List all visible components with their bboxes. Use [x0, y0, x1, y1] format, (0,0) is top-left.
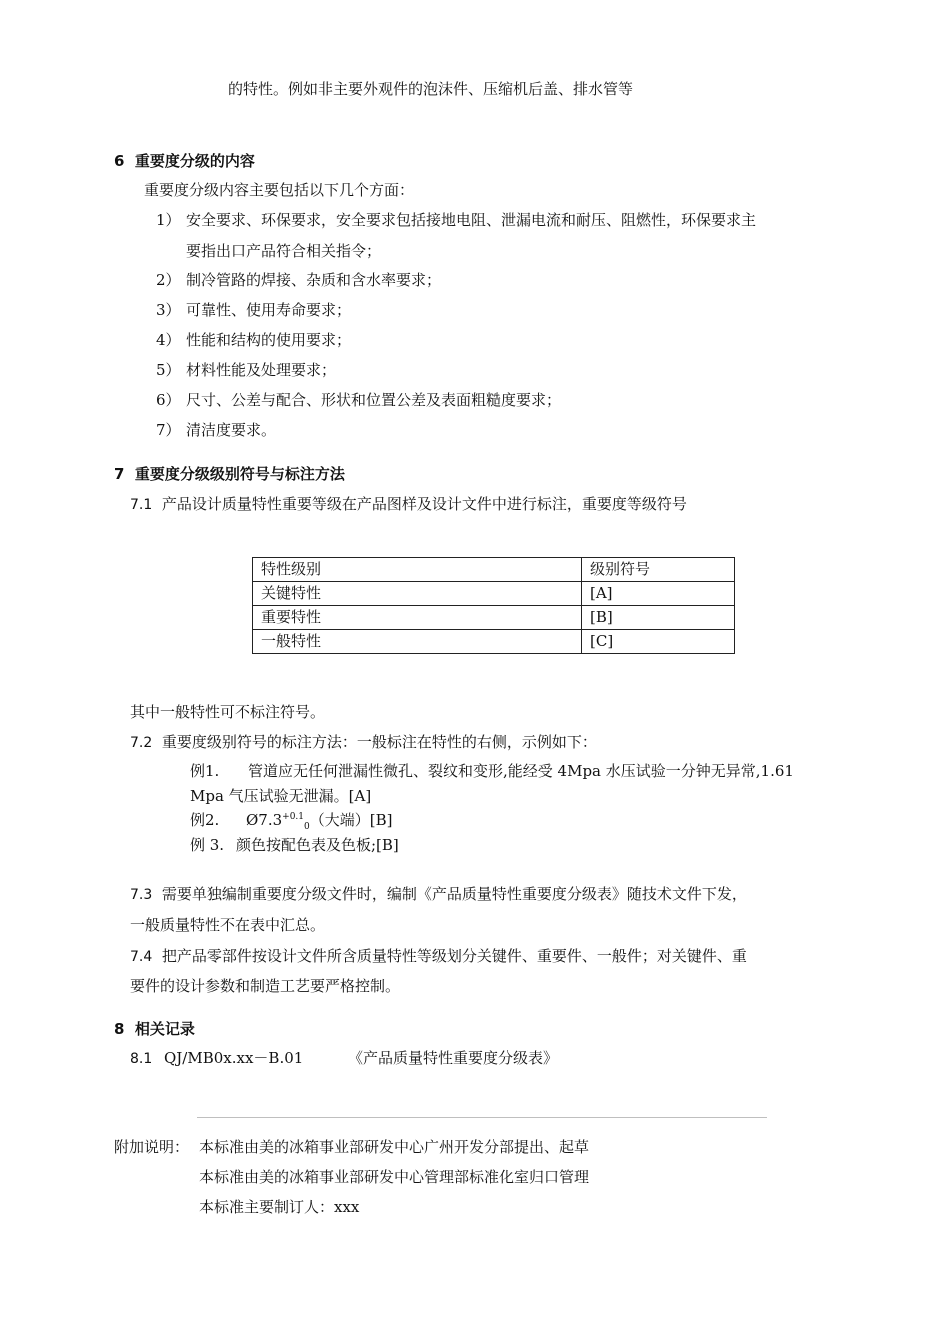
- example-3-label: 例 3.: [190, 836, 225, 854]
- list-item-continuation: 要指出口产品符合相关指令；: [186, 242, 382, 260]
- table-header-cell: 特性级别: [253, 558, 582, 582]
- footer-line-1: 本标准由美的冰箱事业部研发中心广州开发分部提出、起草: [199, 1138, 590, 1156]
- table-cell: 关键特性: [253, 582, 582, 606]
- table-cell: 一般特性: [253, 630, 582, 654]
- list-item-number: 2）: [156, 271, 181, 289]
- section-6-heading: [114, 151, 255, 171]
- dimension-tail: （大端）[B]: [309, 811, 393, 829]
- paragraph-7-2-text: 重要度级别符号的标注方法：一般标注在特性的右侧，示例如下：: [161, 733, 597, 751]
- intro-line: 的特性。例如非主要外观件的泡沫件、压缩机后盖、排水管等: [228, 80, 634, 98]
- paragraph-7-3-text: 需要单独编制重要度分级文件时，编制《产品质量特性重要度分级表》随技术文件下发，: [161, 885, 747, 903]
- table-row: [253, 606, 735, 630]
- footer-divider: [197, 1117, 767, 1118]
- paragraph-7-2-number: 7.2: [130, 735, 153, 751]
- lower-tolerance: 0: [304, 822, 310, 832]
- table-cell: 重要特性: [253, 606, 582, 630]
- importance-level-table: [252, 557, 735, 654]
- list-item-text: 可靠性、使用寿命要求；: [186, 301, 352, 319]
- list-item-text: 制冷管路的焊接、杂质和含水率要求；: [186, 271, 442, 289]
- record-8-1: [130, 1048, 152, 1069]
- list-item-number: 5）: [156, 361, 181, 379]
- paragraph-7-1-number: 7.1: [130, 497, 153, 513]
- record-8-1-name: 《产品质量特性重要度分级表》: [348, 1049, 559, 1067]
- section-7-number: 7: [114, 465, 125, 483]
- table-header-cell: 级别符号: [582, 558, 735, 582]
- list-item-text: 安全要求、环保要求，安全要求包括接地电阻、泄漏电流和耐压、阻燃性，环保要求主: [186, 211, 757, 229]
- table-cell: [B]: [582, 606, 735, 630]
- section-6-number: 6: [114, 152, 125, 170]
- paragraph-7-3-number: 7.3: [130, 887, 153, 903]
- list-item-text: 清洁度要求。: [186, 421, 277, 439]
- table-row: [253, 582, 735, 606]
- list-item-text: 材料性能及处理要求；: [186, 361, 337, 379]
- record-8-1-number: 8.1: [130, 1051, 153, 1067]
- list-item-number: 6）: [156, 391, 181, 409]
- list-item-text: 性能和结构的使用要求；: [186, 331, 352, 349]
- example-1-label: 例1.: [190, 762, 220, 780]
- paragraph-7-4-continuation: 要件的设计参数和制造工艺要严格控制。: [130, 977, 401, 995]
- section-7-heading: [114, 464, 345, 484]
- paragraph-7-1: [130, 494, 687, 515]
- paragraph-7-4-number: 7.4: [130, 949, 153, 965]
- table-cell: [A]: [582, 582, 735, 606]
- paragraph-7-4: [130, 946, 747, 967]
- section-8-number: 8: [114, 1020, 125, 1038]
- upper-tolerance: +0.1: [282, 812, 305, 822]
- footer-label: 附加说明：: [114, 1138, 190, 1156]
- paragraph-7-2: [130, 732, 597, 753]
- example-1-text: 管道应无任何泄漏性微孔、裂纹和变形,能经受 4Mpa 水压试验一分钟无异常,1.61: [248, 762, 794, 780]
- section-6-lead: 重要度分级内容主要包括以下几个方面：: [144, 181, 415, 199]
- paragraph-7-3-continuation: 一般质量特性不在表中汇总。: [130, 916, 326, 934]
- table-cell: [C]: [582, 630, 735, 654]
- example-3-text: 颜色按配色表及色板;[B]: [236, 836, 399, 854]
- list-item-text: 尺寸、公差与配合、形状和位置公差及表面粗糙度要求；: [186, 391, 562, 409]
- list-item-number: 4）: [156, 331, 181, 349]
- section-6-title: 重要度分级的内容: [134, 152, 255, 170]
- footer-line-2: 本标准由美的冰箱事业部研发中心管理部标准化室归口管理: [199, 1168, 590, 1186]
- list-item-number: 1）: [156, 211, 181, 229]
- example-2-dimension: [246, 810, 392, 837]
- table-note: 其中一般特性可不标注符号。: [130, 703, 326, 721]
- example-2-label: 例2.: [190, 811, 220, 829]
- table-row: [253, 630, 735, 654]
- section-8-heading: [114, 1019, 195, 1039]
- footer-line-3: 本标准主要制订人：xxx: [199, 1198, 360, 1216]
- record-8-1-code: QJ/MB0x.xx－B.01: [164, 1049, 304, 1067]
- table-header-row: [253, 558, 735, 582]
- dimension-value: Ø7.3: [246, 811, 283, 829]
- paragraph-7-3: [130, 884, 747, 905]
- paragraph-7-1-text: 产品设计质量特性重要等级在产品图样及设计文件中进行标注，重要度等级符号: [161, 495, 687, 513]
- section-7-title: 重要度分级级别符号与标注方法: [134, 465, 345, 483]
- example-1-continuation: Mpa 气压试验无泄漏。[A]: [190, 787, 372, 805]
- list-item-number: 3）: [156, 301, 181, 319]
- list-item-number: 7）: [156, 421, 181, 439]
- section-8-title: 相关记录: [134, 1020, 195, 1038]
- paragraph-7-4-text: 把产品零部件按设计文件所含质量特性等级划分关键件、重要件、一般件；对关键件、重: [161, 947, 747, 965]
